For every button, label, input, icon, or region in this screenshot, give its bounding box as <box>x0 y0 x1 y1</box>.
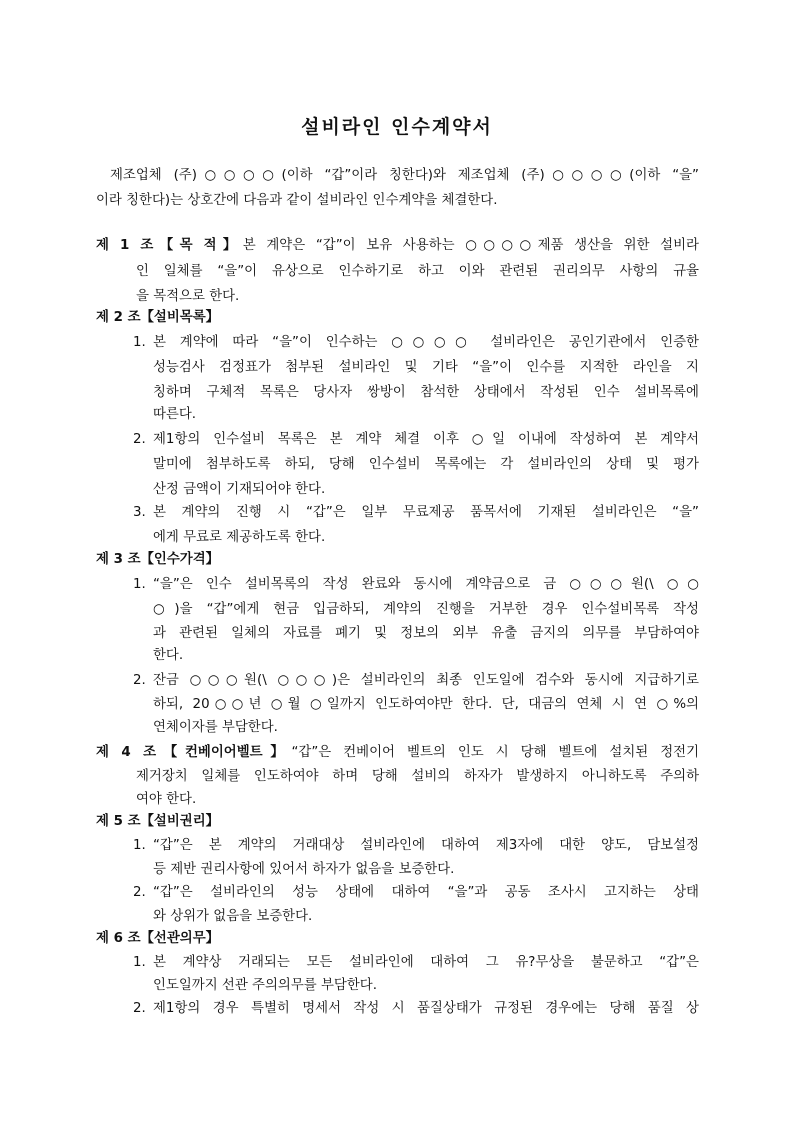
article-4-line-3: 여야 한다. <box>136 792 197 807</box>
article-6-label: 제 6 조【선관의무】 <box>96 931 220 946</box>
article-2-item-3-line-1: 본 계약의 진행 시 “갑”은 일부 무료제공 품목서에 기재된 설비라인은 “을” <box>153 505 699 520</box>
article-2-item-1-line-3: 칭하며 구체적 목록은 당사자 쌍방이 참석한 상태에서 작성된 인수 설비목록에 <box>153 385 699 400</box>
article-5-item-2-num: 2. <box>133 885 146 900</box>
article-3-label: 제 3 조【인수가격】 <box>96 552 220 567</box>
article-3-item-2-num: 2. <box>133 673 146 688</box>
article-3-item-2-line-3: 연체이자를 부담한다. <box>153 720 278 735</box>
article-5-label: 제 5 조【설비권리】 <box>96 814 220 829</box>
article-6-item-2-line-1: 제1항의 경우 특별히 명세서 작성 시 품질상태가 규정된 경우에는 당해 품질 상 <box>153 1001 699 1016</box>
article-2-item-1-line-2: 성능검사 검정표가 첨부된 설비라인 및 기타 “을”이 인수를 지적한 라인을 지 <box>153 360 699 375</box>
article-2-item-2-num: 2. <box>133 432 146 447</box>
article-3-item-1-line-1: “을”은 인수 설비목록의 작성 완료와 동시에 계약금으로 금 ○○○원(\ ○○ <box>153 577 699 592</box>
article-5-item-1-num: 1. <box>133 838 146 853</box>
article-1-first-line <box>96 236 699 256</box>
article-5-item-2-line-1: “갑”은 설비라인의 성능 상태에 대하여 “을”과 공동 조사시 고지하는 상태 <box>153 885 699 900</box>
article-3-item-1-line-3: 과 관련된 일체의 자료를 폐기 및 정보의 외부 유출 금지의 의무를 부담하여야 <box>153 626 699 641</box>
article-2-item-3-line-2: 에게 무료로 제공하도록 한다. <box>153 530 326 545</box>
article-5-item-2-line-2: 와 상위가 없음을 보증한다. <box>153 909 313 924</box>
article-3-item-2-line-1: 잔금 ○○○원(\ ○○○)은 설비라인의 최종 인도일에 검수와 동시에 지급하기로 <box>153 673 699 688</box>
preamble-line-2: 이라 칭한다)는 상호간에 다음과 같이 설비라인 인수계약을 체결한다. <box>96 193 498 208</box>
article-3-item-1-line-4: 한다. <box>153 648 184 663</box>
article-2-item-2-line-3: 산정 금액이 기재되어야 한다. <box>153 482 326 497</box>
article-4-first-text: “갑”은 컨베이어 벨트의 인도 시 당해 벨트에 설치된 정전기 <box>291 745 700 760</box>
article-1-line-3: 을 목적으로 한다. <box>136 289 240 304</box>
article-5-item-1-line-2: 등 제반 권리사항에 있어서 하자가 없음을 보증한다. <box>153 862 455 877</box>
article-2-label: 제 2 조【설비목록】 <box>96 310 220 325</box>
article-6-item-1-line-2: 인도일까지 선관 주의의무를 부담한다. <box>153 978 377 993</box>
article-1-label: 제 1 조【목 적】 <box>96 238 243 253</box>
document-title: 설비라인 인수계약서 <box>301 116 493 138</box>
article-2-item-1-num: 1. <box>133 335 146 350</box>
article-6-item-1-line-1: 본 계약상 거래되는 모든 설비라인에 대하여 그 유?무상을 불문하고 “갑”은 <box>153 955 699 970</box>
article-2-item-2-line-2: 말미에 첨부하도록 하되, 당해 인수설비 목록에는 각 설비라인의 상태 및 평가 <box>153 457 699 472</box>
article-4-first-line <box>96 743 699 763</box>
article-3-item-1-num: 1. <box>133 577 146 592</box>
article-2-item-2-line-1: 제1항의 인수설비 목록은 본 계약 체결 이후 ○일 이내에 작성하여 본 계약서 <box>153 432 699 447</box>
article-4-label: 제 4 조【컨베이어벨트】 <box>96 745 292 760</box>
preamble-line-1: 제조업체 (주)○○○○(이하 “갑”이라 칭한다)와 제조업체 (주)○○○○(이하 “을” <box>110 168 699 183</box>
article-6-item-1-num: 1. <box>133 955 146 970</box>
article-4-line-2: 제거장치 일체를 인도하여야 하며 당해 설비의 하자가 발생하지 아니하도록 주의하 <box>136 769 699 784</box>
article-6-item-2-num: 2. <box>133 1001 146 1016</box>
article-2-item-1-line-4: 따른다. <box>153 407 197 422</box>
article-2-item-1-line-1: 본 계약에 따라 “을”이 인수하는 ○○○○ 설비라인은 공인기관에서 인증한 <box>153 335 699 350</box>
article-3-item-2-line-2: 하되, 20○○년 ○월 ○일까지 인도하여야만 한다. 단, 대금의 연체 시 연 ○%의 <box>153 697 699 712</box>
article-5-item-1-line-1: “갑”은 본 계약의 거래대상 설비라인에 대하여 제3자에 대한 양도, 담보설정 <box>153 838 699 853</box>
article-1-line-2: 인 일체를 “을”이 유상으로 인수하기로 하고 이와 관련된 권리의무 사항의 규율 <box>136 264 699 279</box>
article-3-item-1-line-2: ○)을 “갑”에게 현금 입금하되, 계약의 진행을 거부한 경우 인수설비목록 작성 <box>153 602 699 617</box>
article-2-item-3-num: 3. <box>133 505 146 520</box>
article-1-first-text: 본 계약은 “갑”이 보유 사용하는 ○○○○제품 생산을 위한 설비라 <box>242 238 699 253</box>
